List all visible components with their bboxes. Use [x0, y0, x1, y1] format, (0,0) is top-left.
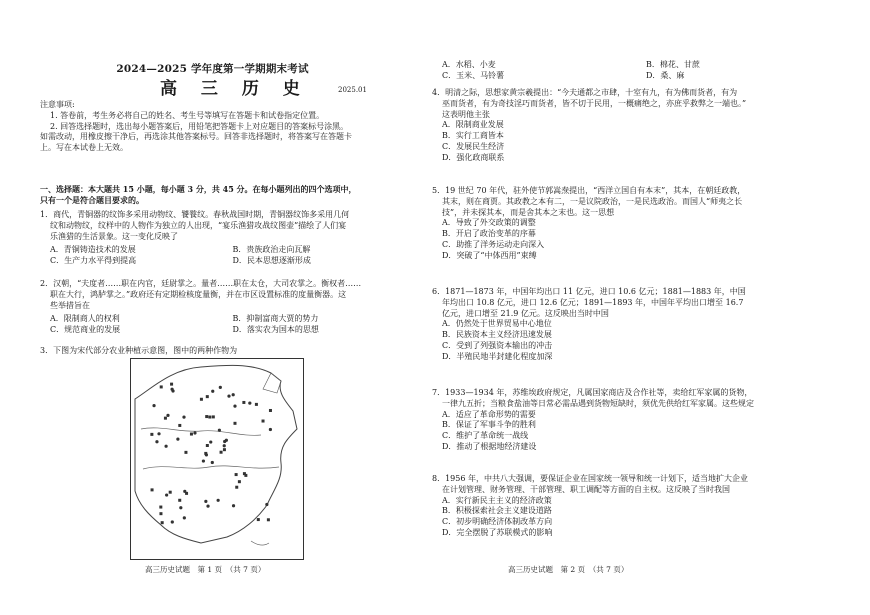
crop-marker-square [242, 401, 245, 404]
question-stem-line: 些举措旨在 [50, 300, 90, 310]
crop-marker-circle [183, 490, 186, 493]
question-3 [40, 346, 415, 357]
crop-marker-square [169, 491, 172, 494]
crop-marker-circle [164, 445, 167, 448]
option-c: C．受到了列强资本输出的冲击 [442, 340, 553, 350]
page-footer: 高三历史试题 第 1 页 （共 7 页） [145, 565, 266, 574]
crop-marker-square [178, 424, 181, 427]
note-line: 2. 回答选择题时，选出每小题答案后，用铅笔把答题卡上对应题目的答案标号涂黑。 [50, 121, 349, 131]
notes-title: 注意事项: [40, 100, 75, 109]
question-stem-line: 4．明清之际，思想家黄宗羲提出：“今夫通都之市肆，十室有九，有为佛而货者，有为 [432, 88, 738, 97]
option-c: C．生产力水平得到提高 [50, 256, 137, 266]
crop-marker-square [262, 420, 265, 423]
question-stem-line: 职在大行，鸿胪掌之。”政府还有定期检核度量衡，并在市区设置标准的度量衡器。这 [50, 289, 347, 299]
crop-marker-circle [155, 440, 158, 443]
crop-marker-square [205, 415, 208, 418]
crop-marker-square [269, 409, 272, 412]
question-3-options [432, 60, 850, 82]
crop-marker-circle [157, 432, 160, 435]
notes-section [40, 100, 415, 154]
crop-marker-square [243, 472, 246, 475]
question-stem-line: 技”，并未探其本，而是舍其本之末也。这一思想 [442, 207, 615, 217]
island-outline [251, 541, 269, 545]
question-stem-line: 乐渔猎的生活景象。这一变化反映了 [50, 231, 178, 241]
crop-marker-circle [179, 506, 182, 509]
question-stem-line: 7．1933—1934 年，苏维埃政府规定，凡属国家商店及合作社等，卖给红军家属的货物， [432, 388, 753, 397]
crop-marker-circle [232, 504, 235, 507]
question-stem-line: 1．商代，青铜器的纹饰多采用动物纹、饕餮纹。春秋战国时期，青铜器纹饰多采用几何 [40, 210, 350, 219]
question-stem-line: 其末，则在商贾。其政教之本有二，一是议院政治，一是民选政治。而国人“师夷之长 [442, 196, 743, 206]
crop-marker-circle [193, 431, 196, 434]
option-d: D．落实农为国本的思想 [232, 325, 319, 335]
crop-marker-circle [152, 404, 155, 407]
question-stem-line: 年均出口 10.8 亿元，进口 12.6 亿元；1891—1893 年，中国年平均出口增至 16.7 [442, 297, 744, 307]
crop-marker-square [220, 451, 223, 454]
crop-marker-square [151, 488, 154, 491]
crop-marker-circle [265, 503, 268, 506]
note-line: 如需改动，用橡皮擦干净后，再选涂其他答案标号。回答非选择题时，将答案写在答题卡 [40, 132, 352, 142]
option-d: D．推动了根据地经济建设 [442, 441, 537, 451]
option-b: B．保证了军事斗争的胜利 [442, 420, 536, 430]
crop-marker-circle [211, 461, 214, 464]
option-d: D．半殖民地半封建化程度加深 [442, 351, 553, 361]
peninsula-outline [263, 373, 281, 393]
crop-marker-circle [269, 428, 272, 431]
option-c: C．玉米、马铃薯 [442, 70, 505, 80]
river-chang [143, 466, 279, 469]
option-a: A．水稻、小麦 [442, 60, 496, 69]
crop-marker-circle [209, 440, 212, 443]
crop-marker-circle [165, 493, 168, 496]
option-d: D．民本思想逐渐形成 [232, 256, 311, 266]
crop-marker-square [170, 383, 173, 386]
option-a: A．适应了革命形势的需要 [442, 409, 536, 419]
question-1 [40, 210, 415, 267]
option-b: B．民族资本主义经济迅速发展 [442, 330, 552, 340]
crop-marker-circle [202, 459, 205, 462]
section-title-cont: 只有一个是符合题目要求的。 [40, 194, 144, 205]
crop-marker-square [238, 480, 241, 483]
crop-marker-circle [183, 516, 186, 519]
option-d: D．桑、麻 [646, 70, 685, 80]
exam-title: 2024—2025 学年度第一学期期末考试 [116, 63, 309, 75]
question-stem-line: 2．汉朝，“夫度者……职在内官，廷尉掌之。量者……职在太仓，大司农掌之。衡权者…… [40, 279, 362, 288]
crop-marker-circle [227, 394, 230, 397]
crop-marker-square [267, 518, 270, 521]
crop-marker-square [150, 433, 153, 436]
question-stem-line: 巫而货者，有为奇技淫巧而货者，皆不切于民用，一概痛绝之，亦庶乎救弊之一端也。” [442, 98, 747, 108]
option-c: C．助推了洋务运动走向深入 [442, 239, 545, 249]
option-a: A．仍然处于世界贸易中心地位 [442, 319, 552, 329]
crop-marker-square [160, 385, 163, 388]
option-a: A．实行新民主主义的经济政策 [442, 495, 552, 505]
option-c: C．规范商业的发展 [50, 325, 121, 335]
crop-marker-square [255, 403, 258, 406]
question-stem-line: 8．1956 年，中共八大强调，要保证企业在国家统一领导和统一计划下，适当地扩大企业 [432, 474, 748, 483]
exam-page-1 [0, 0, 430, 615]
section-header [40, 184, 415, 206]
option-a: A．导致了外交政策的调整 [442, 218, 536, 228]
question-stem-line: 在计划管理、财务管理、干部管理、职工调配等方面的自主权。这反映了当时我国 [442, 484, 730, 494]
question-2 [40, 279, 415, 336]
question-stem-line: 纹和动物纹，纹样中的人物作为独立的人出现，“宴乐渔猎攻战纹图壶”描绘了人们宴 [50, 220, 347, 230]
crop-marker-square [235, 473, 238, 476]
option-c: C．发展民生经济 [442, 141, 505, 151]
exam-subject: 高 三 历 史 [160, 79, 309, 99]
crop-marker-square [178, 499, 181, 502]
crop-marker-circle [248, 402, 251, 405]
crop-marker-circle [233, 405, 236, 408]
crop-marker-square [164, 417, 167, 420]
question-8 [432, 474, 850, 539]
question-stem-line: 3．下图为宋代部分农业种植示意图，图中的两种作物为 [40, 346, 238, 355]
song-dynasty-crop-map [130, 358, 304, 560]
crop-marker-square [204, 452, 207, 455]
note-line: 1. 答卷前，考生务必将自己的姓名、考生号等填写在答题卡和试卷指定位置。 [50, 110, 325, 120]
crop-marker-circle [232, 393, 235, 396]
exam-date: 2025.01 [338, 86, 367, 94]
crop-marker-square [233, 422, 236, 425]
option-c: C．初步明确经济体制改革方向 [442, 517, 553, 527]
option-a: A．青铜铸造技术的发展 [50, 245, 136, 255]
crop-marker-square [159, 512, 162, 515]
question-stem-line: 一律九五折；当粮食盐油等日常必需品遇到货物短缺时，须优先供给红军家属。这些规定 [442, 398, 754, 408]
crop-marker-square [190, 433, 193, 436]
question-6 [432, 287, 850, 363]
question-stem-line: 6．1871—1873 年，中国年均出口 11 亿元，进口 10.6 亿元；1881—1883 年，中国 [432, 287, 746, 296]
crop-markers [150, 383, 272, 525]
crop-marker-square [208, 416, 211, 419]
question-stem-line: 5．19 世纪 70 年代，驻外使节郭嵩焘提出，“西洋立国自有本末”，其本，在朝廷政教， [432, 186, 746, 195]
question-options [40, 314, 415, 336]
question-7 [432, 388, 850, 453]
crop-marker-square [223, 448, 226, 451]
exam-page-2 [430, 0, 870, 615]
option-b: B．积极探索社会主义建设道路 [442, 506, 552, 516]
crop-marker-circle [170, 388, 173, 391]
crop-marker-circle [219, 386, 222, 389]
crop-marker-circle [176, 437, 179, 440]
crop-marker-circle [204, 500, 207, 503]
option-c: C．维护了革命统一战线 [442, 431, 529, 441]
crop-marker-circle [206, 505, 209, 508]
crop-marker-circle [223, 444, 226, 447]
question-options [40, 245, 415, 267]
crop-marker-square [206, 395, 209, 398]
crop-marker-circle [171, 520, 174, 523]
option-b: B．抑制富商大贾的势力 [232, 314, 319, 324]
section-title: 一、选择题：本大题共 15 小题，每小题 3 分，共 45 分。在每小题列出的四个选项中， [40, 184, 357, 194]
option-b: B．贵族政治走向瓦解 [232, 245, 311, 255]
crop-marker-circle [211, 390, 214, 393]
crop-marker-square [235, 486, 238, 489]
option-a: A．限制商业发展 [442, 120, 504, 130]
question-stem-line: 这表明他主张 [442, 109, 490, 119]
crop-marker-circle [218, 429, 221, 432]
option-b: B．棉花、甘蔗 [646, 60, 700, 69]
crop-marker-square [161, 521, 164, 524]
question-stem-line: 亿元，进口增至 21.9 亿元。这反映出当时中国 [442, 308, 609, 318]
crop-marker-square [212, 415, 215, 418]
map-drawing [131, 359, 303, 559]
option-d: D．强化政商联系 [442, 152, 505, 162]
crop-marker-circle [182, 416, 185, 419]
crop-marker-circle [217, 499, 220, 502]
option-d: D．完全摆脱了苏联模式的影响 [442, 527, 553, 537]
crop-marker-square [184, 451, 187, 454]
crop-marker-square [257, 518, 260, 521]
page-footer: 高三历史试题 第 2 页 （共 7 页） [508, 565, 629, 574]
crop-marker-square [206, 444, 209, 447]
crop-marker-square [159, 506, 162, 509]
crop-marker-circle [225, 439, 228, 442]
option-b: B．开启了政治变革的序幕 [442, 229, 536, 239]
question-5 [432, 186, 850, 262]
crop-marker-circle [166, 414, 169, 417]
question-4 [432, 88, 850, 164]
option-d: D．突破了“中体西用”束缚 [442, 250, 537, 260]
question-options [432, 60, 850, 82]
crop-marker-square [200, 398, 203, 401]
option-b: B．实行工商皆本 [442, 131, 504, 141]
option-a: A．限制商人的权利 [50, 314, 120, 324]
note-line: 上。写在本试卷上无效。 [40, 143, 128, 153]
